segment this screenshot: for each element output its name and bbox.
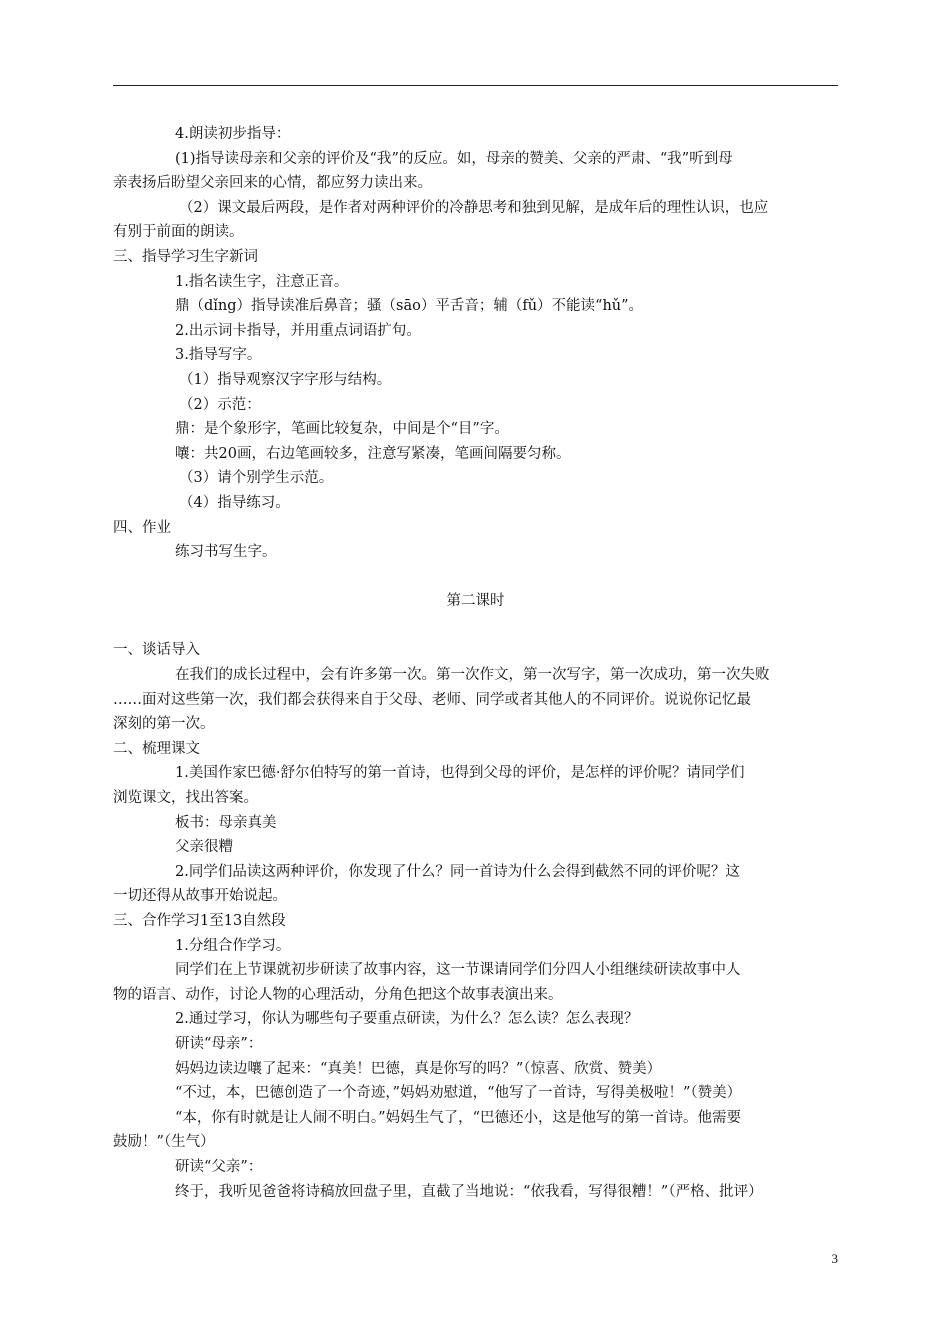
text-line: 三、指导学习生字新词	[113, 248, 258, 265]
text-line: ……面对这些第一次，我们都会获得来自于父母、老师、同学或者其他人的不同评价。说说你记忆最	[113, 691, 751, 708]
blank-line	[113, 565, 838, 590]
text-line: 4.朗读初步指导：	[175, 126, 291, 142]
text-line: (1)指导读母亲和父亲的评价及“我”的反应。如，母亲的赞美、父亲的严肃、“我”听到母	[175, 150, 733, 167]
text-line: 在我们的成长过程中，会有许多第一次。第一次作文，第一次写字，第一次成功，第一次失败	[175, 667, 770, 684]
text-line: （2）示范：	[179, 396, 261, 413]
text-line: （1）指导观察汉字字形与结构。	[179, 371, 392, 388]
header-rule	[113, 85, 838, 86]
text-line: “不过，本，巴德创造了一个奇迹，”妈妈劝慰道，“他写了一首诗，写得美极啦！”（赞美）	[175, 1085, 742, 1102]
text-line: 3.指导写字。	[175, 347, 262, 364]
text-line: 2.出示词卡指导，并用重点词语扩句。	[175, 322, 421, 339]
text-line: 四、作业	[113, 519, 171, 536]
text-line: （4）指导练习。	[179, 494, 290, 511]
text-line: 一、谈话导入	[113, 642, 200, 659]
text-line: 嚷：共20画，右边笔画较多，注意写紧凑，笔画间隔要匀称。	[175, 445, 571, 462]
text-line: 浏览课文，找出答案。	[113, 790, 258, 807]
text-line: 研读“父亲”：	[175, 1158, 263, 1175]
text-line: （2）课文最后两段，是作者对两种评价的冷静思考和独到见解，是成年后的理性认识，也应	[179, 199, 769, 216]
text-line: 1.指名读生字，注意正音。	[175, 273, 349, 290]
text-line: 亲表扬后盼望父亲回来的心情，都应努力读出来。	[113, 175, 432, 192]
text-line: 父亲很糟	[175, 839, 233, 856]
text-line: （3）请个别学生示范。	[179, 470, 334, 487]
text-line: 第二课时	[446, 593, 505, 610]
text-line: 深刻的第一次。	[113, 716, 215, 733]
text-line: 妈妈边读边嚷了起来：“真美！巴德，真是你写的吗？”（惊喜、欣赏、赞美）	[175, 1060, 662, 1077]
text-line: 2.通过学习，你认为哪些句子要重点研读，为什么？怎么读？怎么表现？	[175, 1011, 639, 1028]
page-number: 3	[831, 1251, 838, 1266]
document-body	[113, 122, 838, 1204]
text-line: 2.同学们品读这两种评价，你发现了什么？同一首诗为什么会得到截然不同的评价呢？这	[175, 863, 740, 880]
text-line: 终于，我听见爸爸将诗稿放回盘子里，直截了当地说：“依我看，写得很糟！”（严格、批评）	[175, 1183, 763, 1200]
text-line: 鼓励！”（生气）	[113, 1134, 215, 1151]
blank-line	[113, 614, 838, 639]
text-line: 1.分组合作学习。	[175, 937, 291, 954]
text-line: “本，你有时就是让人闹不明白。”妈妈生气了，“巴德还小，这是他写的第一首诗。他需要	[175, 1109, 741, 1126]
text-line: 三、合作学习1至13自然段	[113, 913, 286, 929]
text-line: 板书：母亲真美	[175, 814, 277, 831]
text-line: 同学们在上节课就初步研读了故事内容，这一节课请同学们分四人小组继续研读故事中人	[175, 962, 741, 979]
text-line: 鼎（dǐng）指导读准后鼻音；骚（sāo）平舌音；辅（fǔ）不能读“hǔ”。	[175, 298, 644, 315]
text-line: 研读“母亲”：	[175, 1035, 263, 1052]
text-line: 物的语言、动作，讨论人物的心理活动，分角色把这个故事表演出来。	[113, 986, 563, 1003]
text-line: 练习书写生字。	[175, 544, 277, 561]
text-line: 1.美国作家巴德·舒尔伯特写的第一首诗，也得到父母的评价，是怎样的评价呢？请同学们	[175, 765, 745, 782]
text-line: 鼎：是个象形字，笔画比较复杂，中间是个“目”字。	[175, 421, 509, 438]
text-line: 一切还得从故事开始说起。	[113, 888, 287, 905]
text-line: 二、梳理课文	[113, 740, 200, 757]
text-line: 有别于前面的朗读。	[113, 224, 244, 241]
